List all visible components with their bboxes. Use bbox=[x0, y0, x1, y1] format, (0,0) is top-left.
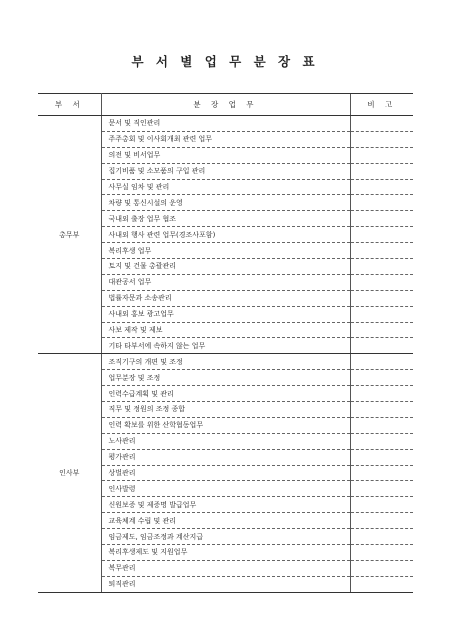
task-item: 업무분장 및 조정 bbox=[101, 370, 350, 386]
table-row bbox=[38, 116, 413, 132]
task-item: 사무실 임차 및 관리 bbox=[101, 179, 350, 195]
note-cell bbox=[350, 481, 413, 497]
note-cell bbox=[350, 322, 413, 338]
header-note: 비 고 bbox=[350, 94, 413, 116]
task-item: 복리후생제도 및 지원업무 bbox=[101, 545, 350, 561]
task-item: 의전 및 비서업무 bbox=[101, 147, 350, 163]
task-item: 사보 제작 및 제보 bbox=[101, 322, 350, 338]
task-item: 사내외 홍보 광고업무 bbox=[101, 306, 350, 322]
note-cell bbox=[350, 529, 413, 545]
note-cell bbox=[350, 147, 413, 163]
note-cell bbox=[350, 338, 413, 354]
table-body bbox=[38, 116, 413, 593]
note-cell bbox=[350, 465, 413, 481]
note-cell bbox=[350, 417, 413, 433]
note-cell bbox=[350, 560, 413, 576]
task-item: 국내외 출장 업무 협조 bbox=[101, 211, 350, 227]
header-dept: 부 서 bbox=[38, 94, 101, 116]
task-item: 복무관리 bbox=[101, 560, 350, 576]
note-cell bbox=[350, 227, 413, 243]
note-cell bbox=[350, 131, 413, 147]
note-cell bbox=[350, 116, 413, 132]
task-item: 직무 및 정원의 조정 종합 bbox=[101, 402, 350, 418]
task-item: 토지 및 건물 총괄관리 bbox=[101, 259, 350, 275]
note-cell bbox=[350, 211, 413, 227]
note-cell bbox=[350, 259, 413, 275]
note-cell bbox=[350, 354, 413, 370]
task-item: 인력수급계획 및 관리 bbox=[101, 386, 350, 402]
table-header-row bbox=[38, 94, 413, 116]
header-task: 분 장 업 무 bbox=[101, 94, 350, 116]
task-item: 평가관리 bbox=[101, 449, 350, 465]
task-item: 차량 및 통신시설의 운영 bbox=[101, 195, 350, 211]
task-item: 임금제도, 임금조정과 계산지급 bbox=[101, 529, 350, 545]
task-item: 인사발령 bbox=[101, 481, 350, 497]
duty-table bbox=[38, 93, 413, 593]
note-cell bbox=[350, 513, 413, 529]
task-item: 복리후생 업무 bbox=[101, 243, 350, 259]
note-cell bbox=[350, 163, 413, 179]
task-item: 사내외 행사 관련 업무(경조사포함) bbox=[101, 227, 350, 243]
department-name: 인사부 bbox=[38, 354, 101, 592]
task-item: 법률자문과 소송관리 bbox=[101, 290, 350, 306]
note-cell bbox=[350, 290, 413, 306]
note-cell bbox=[350, 449, 413, 465]
task-item: 주주총회 및 이사회개최 관련 업무 bbox=[101, 131, 350, 147]
task-item: 신원보증 및 제증명 발급업무 bbox=[101, 497, 350, 513]
note-cell bbox=[350, 195, 413, 211]
task-item: 대관공서 업무 bbox=[101, 274, 350, 290]
note-cell bbox=[350, 306, 413, 322]
task-item: 인력 확보를 위한 산학협동업무 bbox=[101, 417, 350, 433]
task-item: 조직기구의 개편 및 조정 bbox=[101, 354, 350, 370]
task-item: 기타 타부서에 속하지 않는 업무 bbox=[101, 338, 350, 354]
note-cell bbox=[350, 370, 413, 386]
task-item: 문서 및 직인관리 bbox=[101, 116, 350, 132]
task-item: 노사관리 bbox=[101, 433, 350, 449]
note-cell bbox=[350, 386, 413, 402]
note-cell bbox=[350, 576, 413, 592]
note-cell bbox=[350, 243, 413, 259]
note-cell bbox=[350, 433, 413, 449]
table-row bbox=[38, 354, 413, 370]
document-title: 부 서 별 업 무 분 장 표 bbox=[131, 54, 319, 69]
task-item: 집기비품 및 소모품의 구입 관리 bbox=[101, 163, 350, 179]
note-cell bbox=[350, 497, 413, 513]
task-item: 교육체계 수립 및 관리 bbox=[101, 513, 350, 529]
note-cell bbox=[350, 274, 413, 290]
note-cell bbox=[350, 179, 413, 195]
note-cell bbox=[350, 402, 413, 418]
department-name: 총무부 bbox=[38, 116, 101, 354]
note-cell bbox=[350, 545, 413, 561]
task-item: 퇴직관리 bbox=[101, 576, 350, 592]
task-item: 상벌관리 bbox=[101, 465, 350, 481]
